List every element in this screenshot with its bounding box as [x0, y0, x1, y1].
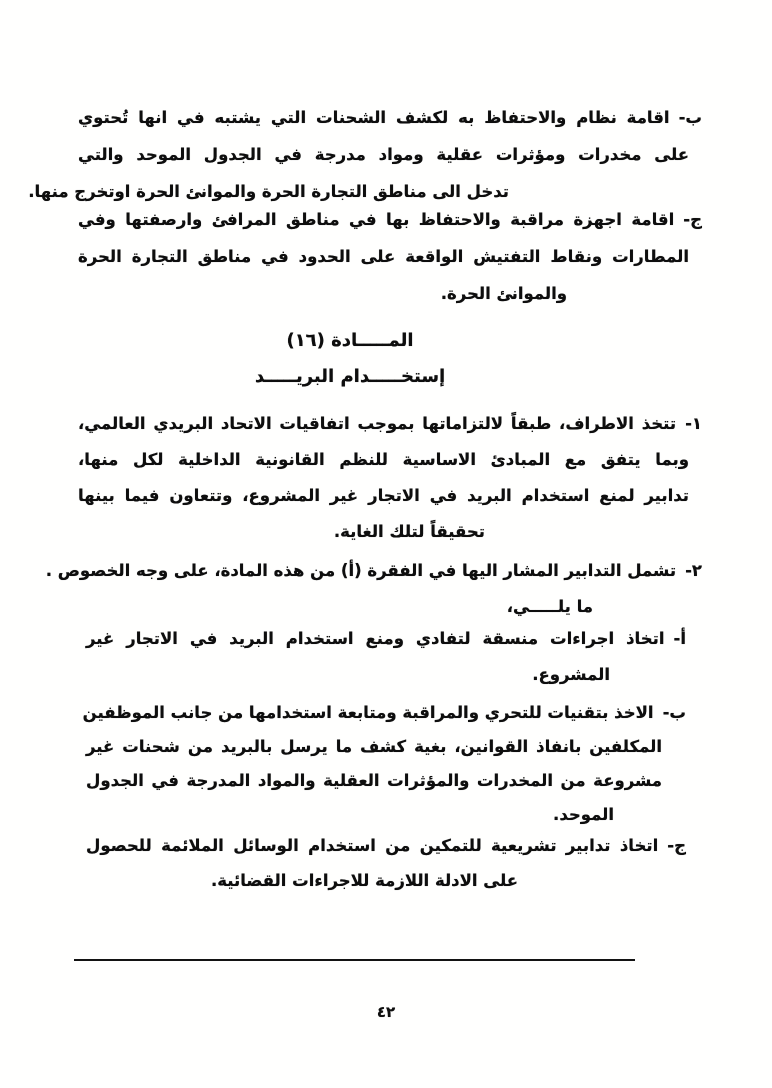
paragraph-2 — [45, 553, 702, 625]
line-text: تشمل التدابير المشار اليها في الفقرة (أ) من هذه المادة، على وجه الخصوص . — [45, 561, 677, 580]
line-text: اتخاذ تدابير تشريعية للتمكين من استخدام الوسائل الملائمة للحصول — [86, 836, 659, 855]
line-text: اتخاذ اجراءات منسقة لتفادي ومنع استخدام البريد في الاتجار غير — [86, 629, 665, 648]
paragraph-marker: ٢- — [685, 561, 702, 580]
line-text: اقامة نظام والاحتفاظ به لكشف الشحنات التي يشتبه في انها تُحتوي — [78, 108, 670, 127]
list-item-b-prelude — [28, 99, 702, 210]
text-line: على الادلة اللازمة للاجراءات القضائية. — [211, 871, 518, 890]
article-title: المـــــادة (١٦) — [286, 330, 414, 351]
text-line: المطارات ونقاط التفتيش الواقعة على الحدود في مناطق التجارة الحرة — [78, 247, 689, 266]
text-line: مشروعة من المخدرات والمؤثرات العقلية والمواد المدرجة في الجدول — [86, 771, 662, 790]
text-line: ما يلـــــي، — [506, 597, 593, 616]
subitem-j — [86, 828, 686, 898]
text-line: المكلفين بانفاذ القوانين، بغية كشف ما يرسل بالبريد من شحنات غير — [86, 737, 662, 756]
text-line — [45, 553, 702, 589]
text-line — [78, 201, 702, 238]
paragraph-1 — [78, 406, 702, 550]
item-marker: ب- — [662, 703, 686, 722]
text-line: تدابير لمنع استخدام البريد في الاتجار غير المشروع، وتتعاون فيما بينها — [78, 486, 689, 505]
text-line: تحقيقاً لتلك الغاية. — [333, 522, 485, 541]
page-number: ٤٢ — [376, 1003, 396, 1021]
item-marker: أ- — [673, 629, 686, 648]
footer-divider — [74, 959, 635, 961]
text-line — [78, 99, 702, 136]
text-line: المشروع. — [532, 665, 610, 684]
text-line — [86, 621, 686, 657]
item-marker: ب- — [678, 108, 702, 127]
line-text: اقامة اجهزة مراقبة والاحتفاظ بها في مناطق المرافئ وارصفتها وفي — [78, 210, 675, 229]
article-subtitle: إستخـــــدام البريـــــد — [254, 366, 446, 387]
text-line: الموحد. — [553, 805, 614, 824]
subitem-a — [86, 621, 686, 693]
list-item-j-prelude — [78, 201, 702, 312]
subitem-b — [82, 696, 686, 832]
line-text: تتخذ الاطراف، طبقاً لالتزاماتها بموجب اتفاقيات الاتحاد البريدي العالمي، — [78, 414, 677, 433]
text-line: وبما يتفق مع المبادئ الاساسية للنظم القانونية الداخلية لكل منها، — [78, 450, 689, 469]
item-marker: ج- — [667, 836, 686, 855]
text-line — [86, 828, 686, 863]
text-line: على مخدرات ومؤثرات عقلية ومواد مدرجة في الجدول الموحد والتي — [78, 145, 689, 164]
text-line — [78, 406, 702, 442]
item-marker: ج- — [683, 210, 702, 229]
text-line — [82, 696, 686, 730]
paragraph-marker: ١- — [685, 414, 702, 433]
text-line: والموانئ الحرة. — [440, 284, 567, 303]
line-text: الاخذ بتقنيات للتحري والمراقبة ومتابعة استخدامها من جانب الموظفين — [82, 703, 654, 722]
text-line: تدخل الى مناطق التجارة الحرة والموانئ الحرة اوتخرج منها. — [28, 182, 509, 201]
